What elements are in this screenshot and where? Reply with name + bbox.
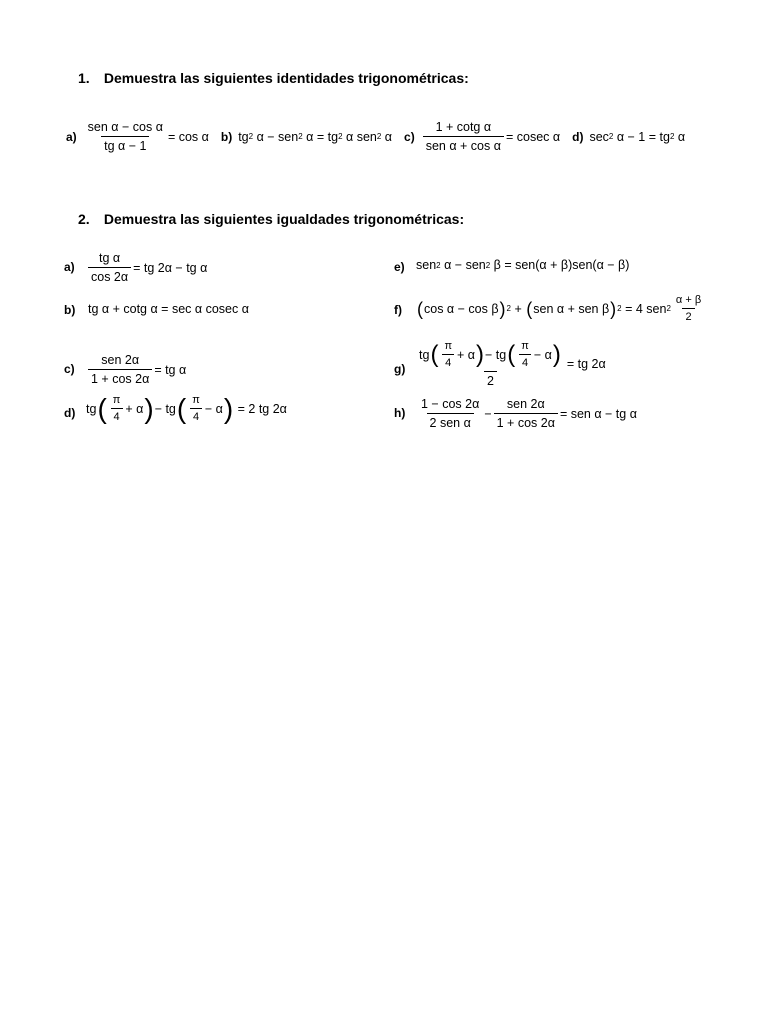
ex2-d-term: − α	[204, 401, 223, 416]
ex2-e-term: sen	[416, 258, 437, 272]
ex2-c-label: c)	[64, 362, 75, 376]
ex2-a-rhs: = tg 2α − tg α	[133, 260, 208, 275]
ex2-e-expression	[416, 258, 629, 272]
ex2-e-term: β = sen(α + β)sen(α − β)	[493, 258, 630, 272]
ex2-e-label: e)	[394, 260, 405, 274]
ex2-e-term: α − sen	[444, 258, 486, 272]
ex2-e-exponent: 2	[436, 260, 441, 270]
ex2-a-numerator: tg α	[98, 251, 121, 265]
ex1-b-exponent: 2	[376, 132, 382, 141]
ex2-d-four: 4	[111, 408, 123, 423]
ex2-a-label: a)	[64, 260, 75, 274]
exercise-2-number: 2.	[78, 211, 90, 227]
ex2-g-pi: π	[521, 340, 529, 352]
ex2-h-rhs: = sen α − tg α	[559, 406, 637, 421]
ex1-b-expression	[238, 130, 392, 144]
ex2-f-exponent: 2	[506, 304, 511, 313]
ex1-c-rhs: = cosec α	[505, 129, 561, 144]
exercise-1-number: 1.	[78, 70, 90, 86]
ex1-a-expression	[83, 120, 209, 153]
ex1-b-exponent: 2	[298, 132, 303, 141]
ex1-d-exponent: 2	[669, 132, 675, 141]
ex1-b-term: α = tg	[306, 129, 339, 144]
ex1-a-label: a)	[66, 129, 77, 144]
ex2-h-label: h)	[394, 406, 406, 420]
exercise-2-heading	[78, 211, 464, 227]
ex2-f-label: f)	[394, 303, 402, 317]
ex2-f-term: sen α + sen β	[533, 301, 610, 316]
ex1-a-denominator: tg α − 1	[101, 136, 149, 153]
ex2-a-denominator: cos 2α	[88, 267, 131, 284]
ex2-h-minus: −	[484, 406, 492, 421]
ex2-g-term: − α	[533, 347, 552, 362]
ex2-g-four: 4	[519, 354, 531, 369]
exercise-2-title: Demuestra las siguientes igualdades trigonométricas:	[103, 211, 465, 227]
ex2-d-term: tg	[86, 401, 97, 416]
ex2-h-numerator: 1 − cos 2α	[421, 397, 480, 411]
ex1-b-term: tg	[238, 129, 249, 144]
ex2-d-pi: π	[192, 394, 200, 406]
ex1-a-rhs: = cos α	[167, 129, 209, 144]
ex2-d-four: 4	[190, 408, 202, 423]
ex2-f-numerator: α + β	[675, 294, 702, 306]
ex2-h-expression	[416, 397, 637, 430]
ex2-g-expression: tg ( $\frac{\pi}{4}$ + α ) − tg ( $\frac{\pi}{4}$ − α ) 2 = tg 2α	[419, 340, 606, 388]
ex1-b-term: α sen	[346, 129, 377, 144]
ex2-c-expression	[86, 353, 186, 386]
ex1-d-label: d)	[572, 129, 584, 144]
ex1-d-term: sec	[589, 129, 609, 144]
ex2-f-term: cos α − cos β	[424, 301, 499, 316]
ex1-c-label: c)	[404, 129, 415, 144]
ex1-d-expression	[589, 130, 685, 144]
ex2-h-denominator: 1 + cos 2α	[494, 413, 558, 430]
ex2-f-denominator: 2	[682, 308, 694, 323]
ex1-a-numerator: sen α − cos α	[87, 120, 163, 134]
ex2-d-label: d)	[64, 406, 76, 420]
ex2-b-expression: tg α + cotg α = sec α cosec α	[88, 302, 249, 316]
ex2-c-rhs: = tg α	[154, 362, 187, 377]
ex2-f-exponent: 2	[617, 304, 622, 313]
ex2-g-four: 4	[442, 354, 454, 369]
ex2-g-term: − tg	[485, 347, 507, 362]
ex1-b-label: b)	[220, 129, 233, 144]
ex2-h-numerator: sen 2α	[506, 397, 545, 411]
ex1-b-term: α − sen	[256, 129, 299, 144]
ex2-g-label: g)	[394, 362, 406, 376]
ex1-c-expression	[421, 120, 560, 153]
ex1-d-term: α − 1 = tg	[616, 129, 670, 144]
ex1-b-exponent: 2	[338, 132, 343, 141]
ex2-g-term: tg	[419, 347, 430, 362]
ex1-b-exponent: 2	[248, 132, 254, 141]
ex2-g-rhs: = tg 2α	[566, 357, 606, 371]
exercise-1-heading	[78, 70, 469, 86]
ex2-f-expression: ( cos α − cos β ) 2 + ( sen α + sen β ) 2 = 4 sen 2 $\frac{\alpha + \beta}{2}$	[416, 294, 706, 323]
ex2-g-term: + α	[457, 347, 476, 362]
ex2-h-denominator: 2 sen α	[427, 413, 474, 430]
ex2-a-expression	[86, 251, 207, 284]
ex2-d-rhs: = 2 tg 2α	[237, 401, 287, 416]
exercise-1-title: Demuestra las siguientes identidades trigonométricas:	[103, 70, 469, 86]
ex1-c-numerator: 1 + cotg α	[435, 120, 492, 134]
ex2-f-term: = 4 sen	[625, 301, 667, 316]
ex2-d-term: − tg	[154, 401, 176, 416]
ex2-g-denominator: 2	[484, 371, 497, 388]
ex2-c-numerator: sen 2α	[101, 353, 140, 367]
ex2-d-expression: tg ( $\frac{\pi}{4}$ + α ) − tg ( $\frac{\pi}{4}$ − α ) = 2 tg 2α	[86, 392, 287, 424]
ex1-c-denominator: sen α + cos α	[423, 136, 504, 153]
ex2-f-plus: +	[514, 301, 522, 316]
exercise-1-row	[66, 120, 685, 153]
ex2-f-exponent: 2	[666, 304, 671, 313]
ex2-e-exponent: 2	[485, 260, 491, 270]
ex1-d-exponent: 2	[608, 132, 614, 141]
ex2-d-pi: π	[112, 394, 121, 406]
ex1-d-term: α	[677, 129, 686, 144]
ex2-d-term: + α	[125, 401, 144, 416]
ex2-c-denominator: 1 + cos 2α	[88, 369, 152, 386]
ex2-g-pi: π	[444, 340, 453, 352]
ex1-b-term: α	[384, 129, 393, 144]
ex2-b-label: b)	[64, 303, 76, 317]
